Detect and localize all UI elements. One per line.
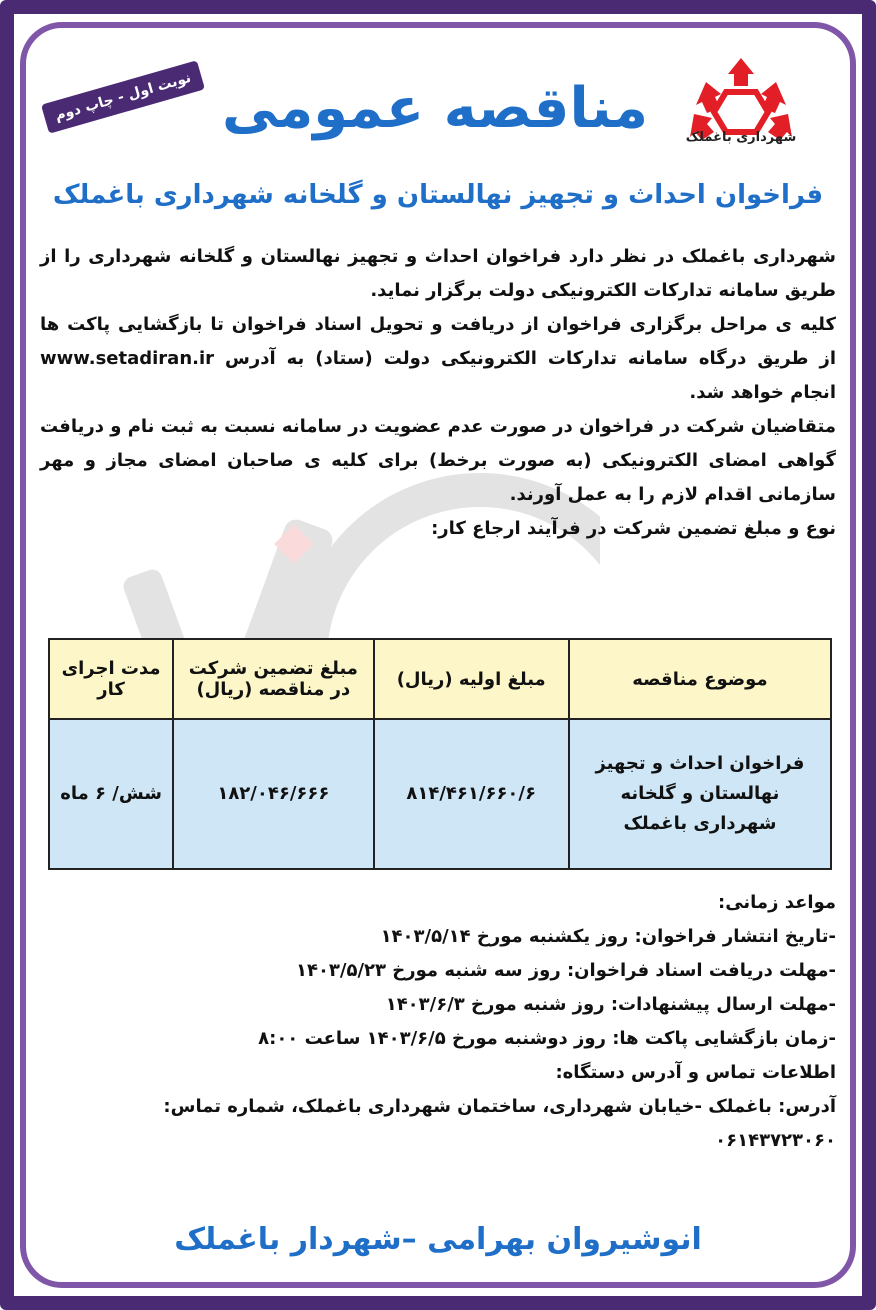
paragraph-process: کلیه ی مراحل برگزاری فراخوان از دریافت و تحویل اسناد فراخوان تا بازگشایی پاکت ها از طریق درگاه سامانه تدارکات الکترونیکی دولت (ستاد) به آدرس www.setadiran.ir انجام خواهد شد. — [40, 314, 836, 403]
deadline-item: -زمان بازگشایی پاکت ها: روز دوشنبه مورخ ۱۴۰۳/۶/۵ ساعت ۸:۰۰ — [258, 1028, 836, 1049]
header-guarantee-amount: مبلغ تضمین شرکت در مناقصه (ریال) — [173, 639, 373, 719]
table-row — [49, 719, 831, 869]
header-initial-amount: مبلغ اولیه (ریال) — [374, 639, 569, 719]
deadline-item: -مهلت ارسال پیشنهادات: روز شنبه مورخ ۱۴۰۳/۶/۳ — [385, 994, 836, 1015]
paragraph-guarantee: نوع و مبلغ تضمین شرکت در فرآیند ارجاع کار: — [431, 518, 836, 539]
page-subtitle: فراخوان احداث و تجهیز نهالستان و گلخانه شهرداری باغملک — [52, 180, 824, 210]
paragraph-intro: شهرداری باغملک در نظر دارد فراخوان احداث و تجهیز نهالستان و گلخانه شهرداری را از طریق سامانه تدارکات الکترونیکی دولت برگزار نماید. — [40, 246, 836, 301]
deadlines-section — [40, 886, 836, 1158]
page-title: مناقصه عمومی — [221, 76, 649, 141]
contact-address: آدرس: باغملک -خیابان شهرداری، ساختمان شهرداری باغملک، شماره تماس: ۰۶۱۴۳۷۲۳۰۶۰ — [163, 1096, 836, 1151]
logo-caption: شهرداری باغملک — [685, 130, 797, 145]
signature: انوشیروان بهرامی –شهردار باغملک — [174, 1222, 702, 1257]
municipality-logo-icon — [676, 52, 806, 162]
header-subject: موضوع مناقصه — [569, 639, 831, 719]
cell-guarantee-amount: ۱۸۲/۰۴۶/۶۶۶ — [173, 719, 373, 869]
deadlines-heading: مواعد زمانی: — [718, 892, 836, 913]
cell-duration: شش/ ۶ ماه — [49, 719, 173, 869]
tender-table — [48, 638, 832, 870]
contact-heading: اطلاعات تماس و آدرس دستگاه: — [555, 1062, 836, 1083]
cell-initial-amount: ۸۱۴/۴۶۱/۶۶۰/۶ — [374, 719, 569, 869]
deadline-item: -مهلت دریافت اسناد فراخوان: روز سه شنبه مورخ ۱۴۰۳/۵/۲۳ — [295, 960, 836, 981]
print-badge: نوبت اول - چاپ دوم — [41, 60, 205, 133]
cell-subject: فراخوان احداث و تجهیز نهالستان و گلخانه شهرداری باغملک — [569, 719, 831, 869]
paragraph-registration: متقاضیان شرکت در فراخوان در صورت عدم عضویت در سامانه نسبت به ثبت نام و دریافت گواهی امضای الکترونیکی (به صورت برخط) برای کلیه ی صاحبان امضای مجاز و مهر سازمانی اقدام لازم را به عمل آورند. — [40, 416, 836, 505]
deadline-item: -تاریخ انتشار فراخوان: روز یکشنبه مورخ ۱۴۰۳/۵/۱۴ — [380, 926, 836, 947]
table-header-row — [49, 639, 831, 719]
header-duration: مدت اجرای کار — [49, 639, 173, 719]
announcement-body — [40, 240, 836, 546]
